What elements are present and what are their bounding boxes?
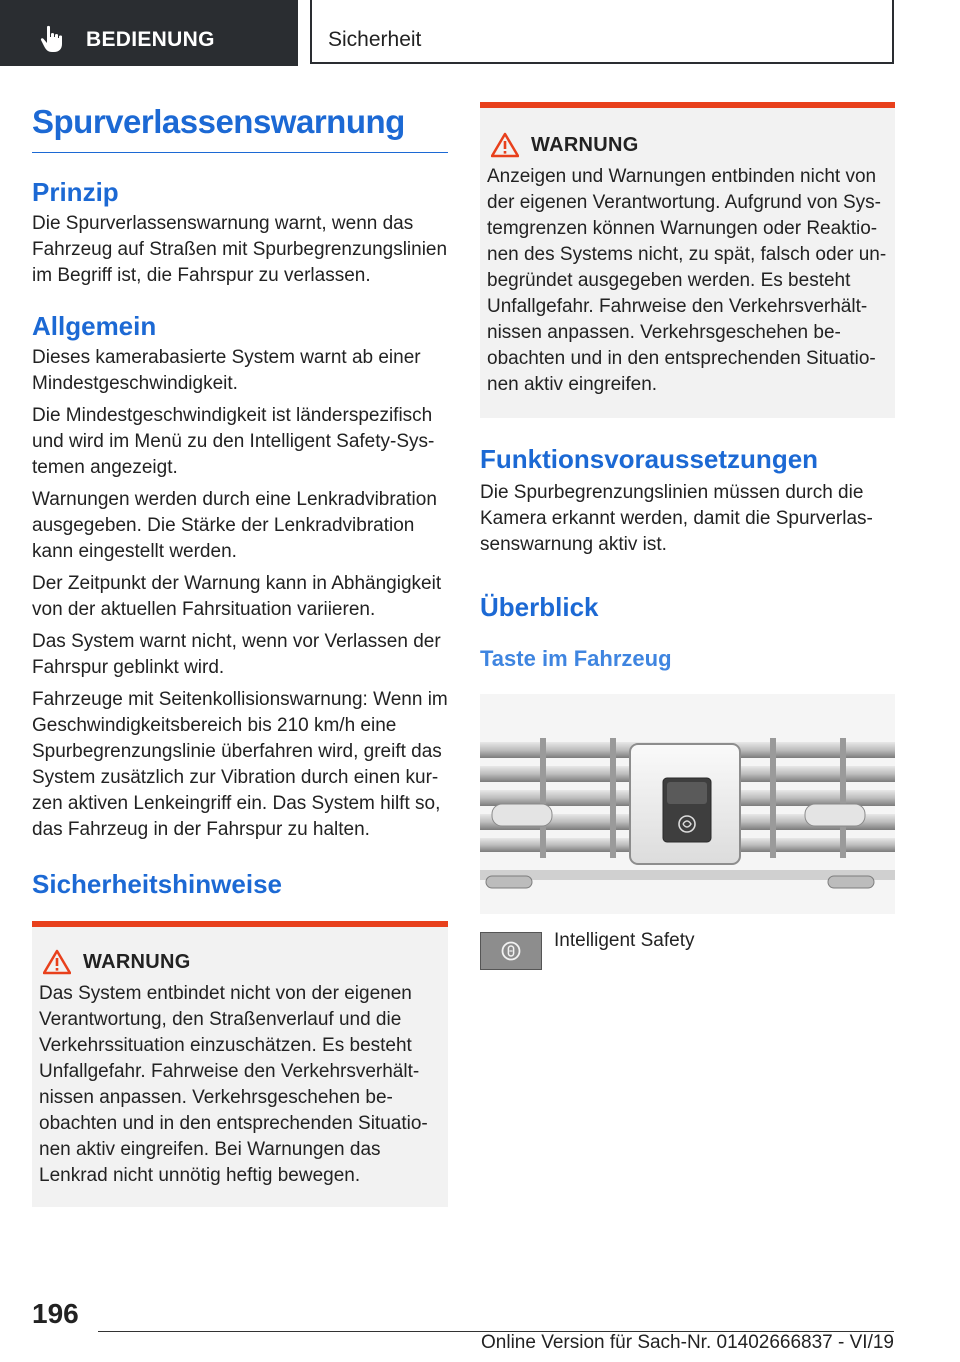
paragraph: Dieses kamerabasierte System warnt ab einer Mindestgeschwindigkeit. xyxy=(32,347,421,394)
heading-sicherheitshinweise: Sicherheitshinweise xyxy=(32,869,282,899)
footer-edition: Online Version für Sach-Nr. 01402666837 - VI/19 xyxy=(481,1332,894,1353)
right-column xyxy=(480,102,895,970)
header-section-tab xyxy=(0,0,298,66)
heading-funktionsvoraussetzungen: Funktionsvoraussetzungen xyxy=(480,444,819,474)
paragraph: Das System warnt nicht, wenn vor Verlassen der Fahrspur geblinkt wird. xyxy=(32,631,441,678)
paragraph: Die Mindestgeschwindigkeit ist länderspezifisch und wird im Menü zu den Intelligent Safety-Sys‐ temen angezeigt. xyxy=(32,405,435,478)
header-chapter-tab xyxy=(310,0,894,64)
warning-triangle-icon xyxy=(491,132,519,158)
heading-allgemein: Allgemein xyxy=(32,311,157,341)
warning-text: Anzeigen und Warnungen entbinden nicht von der eigenen Verantwortung. Aufgrund von Sys‐ temgrenzen können Warnungen oder Reaktio‐ nen des Systems nicht, zu spät, falsch oder un‐ begründet ausgegeben werden. Es besteht Unfallgefahr. Fahrweise den Verkehrsverhält‐ nissen anpassen. Verkehrsgeschehen be‐ obachten und in den entsprechenden Situatio‐ nen aktiv eingreifen. xyxy=(487,166,887,395)
subheading-taste: Taste im Fahrzeug xyxy=(480,646,672,671)
warning-title: WARNUNG xyxy=(83,950,191,973)
chapter-label: Sicherheit xyxy=(328,28,422,51)
warning-box xyxy=(480,102,895,418)
text-funktion: Die Spurbegrenzungslinien müssen durch die Kamera erkannt werden, damit die Spurverlas‐ senswarnung aktiv ist. xyxy=(480,482,873,555)
paragraph: Fahrzeuge mit Seitenkollisionswarnung: Wenn im Geschwindigkeitsbereich bis 210 km/h eine Spurbegrenzungslinie überfahren wird, greift das System zusätzlich zur Vibration durch einen kur‐ zen aktiven Lenkeingriff ein. Das System hilft so, das Fahrzeug in der Fahrspur zu halten. xyxy=(32,689,448,840)
page-number: 196 xyxy=(32,1298,79,1329)
warning-title: WARNUNG xyxy=(531,133,639,156)
heading-prinzip: Prinzip xyxy=(32,177,119,207)
warning-box xyxy=(32,921,448,1207)
text-prinzip: Die Spurverlassenswarnung warnt, wenn das Fahrzeug auf Straßen mit Spurbegrenzungslinien im Begriff ist, die Fahrspur zu verlassen. xyxy=(32,213,448,286)
paragraph: Der Zeitpunkt der Warnung kann in Abhängigkeit von der aktuellen Fahrsituation variieren. xyxy=(32,573,442,620)
left-column xyxy=(32,100,448,1207)
heading-ueberblick: Überblick xyxy=(480,592,599,622)
section-label: BEDIENUNG xyxy=(86,28,215,51)
paragraph: Warnungen werden durch eine Lenkradvibration ausgegeben. Die Stärke der Lenkradvibration kann eingestellt werden. xyxy=(32,489,437,562)
hand-pointer-icon xyxy=(38,24,68,54)
intelligent-safety-icon xyxy=(480,932,542,970)
dashboard-illustration xyxy=(480,694,895,914)
warning-text: Das System entbindet nicht von der eigenen Verantwortung, den Straßenverlauf und die Verkehrssituation einzuschätzen. Es besteht Unfallgefahr. Fahrweise den Verkehrsverhält‐ nissen anpassen. Verkehrsgeschehen be‐ obachten und in den entsprechenden Situatio‐ nen aktiv eingreifen. Bei Warnungen das Lenkrad nicht unnötig heftig bewegen. xyxy=(39,983,428,1186)
vehicle-button-photo xyxy=(480,694,895,914)
warning-triangle-icon xyxy=(43,949,71,975)
legend-row xyxy=(480,932,895,970)
page-title: Spurverlassenswarnung xyxy=(32,100,448,153)
legend-label: Intelligent Safety xyxy=(554,930,695,951)
